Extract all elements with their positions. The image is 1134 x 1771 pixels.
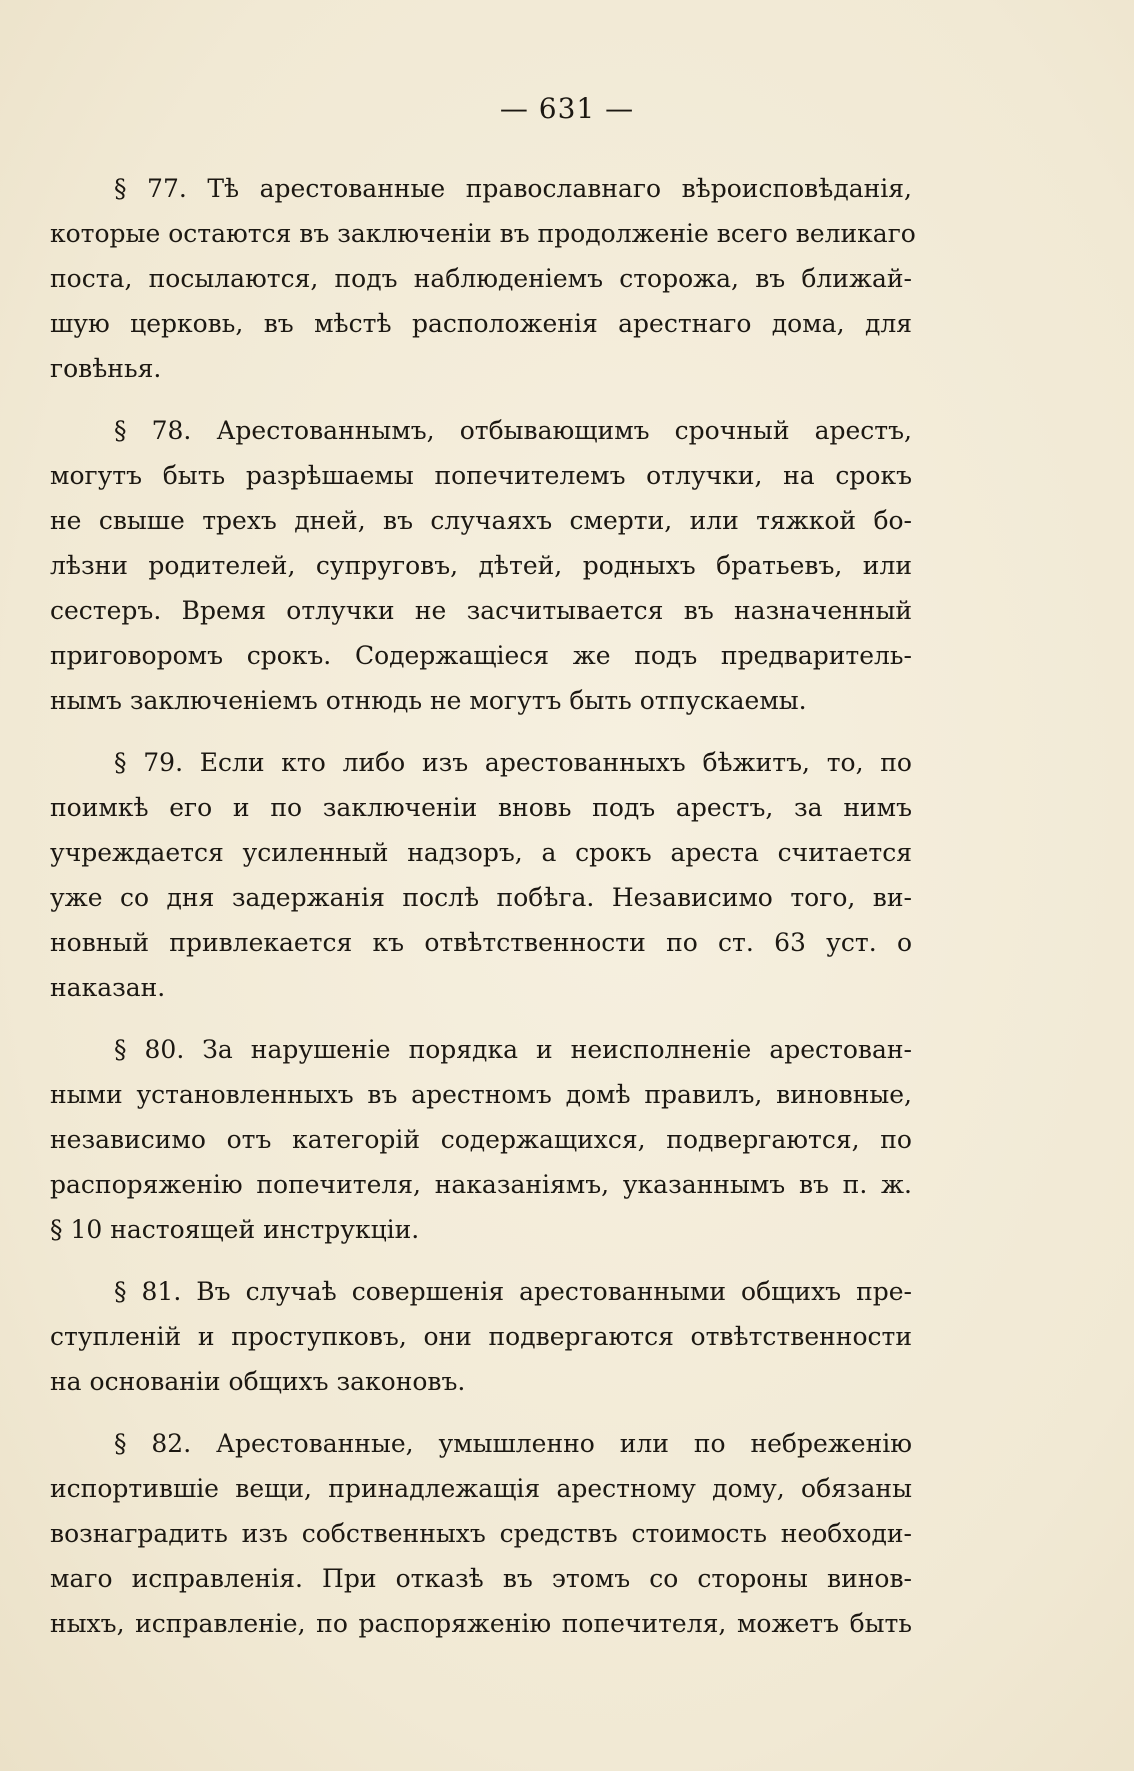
text-line: лѣзни родителей, супруговъ, дѣтей, родныхъ братьевъ, или [50, 551, 912, 580]
text-line: на основаніи общихъ законовъ. [50, 1367, 466, 1396]
paragraph-77 [50, 166, 916, 391]
text-line: § 10 настоящей инструкціи. [50, 1215, 420, 1244]
paragraph-80 [50, 1027, 912, 1252]
text-line: § 77. Тѣ арестованные православнаго вѣроисповѣданія, [114, 174, 912, 203]
text-line: маго исправленія. При отказѣ въ этомъ со стороны винов- [50, 1564, 912, 1593]
text-line: § 82. Арестованные, умышленно или по небреженію [114, 1429, 912, 1458]
paragraph-79 [50, 740, 912, 1010]
text-line: наказан. [50, 973, 166, 1002]
paragraph-81 [50, 1269, 912, 1404]
text-line: испортившіе вещи, принадлежащія арестному дому, обязаны [50, 1474, 912, 1503]
text-line: говѣнья. [50, 354, 162, 383]
text-line: поимкѣ его и по заключеніи вновь подъ арестъ, за нимъ [50, 793, 912, 822]
text-line: могутъ быть разрѣшаемы попечителемъ отлучки, на срокъ [50, 461, 912, 490]
text-line: шую церковь, въ мѣстѣ расположенія арестнаго дома, для [50, 309, 912, 338]
text-line: распоряженію попечителя, наказаніямъ, указаннымъ въ п. ж. [50, 1170, 912, 1199]
text-line: поста, посылаются, подъ наблюденіемъ сторожа, въ ближай- [50, 264, 912, 293]
text-line: независимо отъ категорій содержащихся, подвергаются, по [50, 1125, 912, 1154]
text-line: которые остаются въ заключеніи въ продолженіе всего великаго [50, 219, 916, 248]
text-line: уже со дня задержанія послѣ побѣга. Независимо того, ви- [50, 883, 912, 912]
page-number: — 631 — [499, 92, 635, 125]
text-line: ступленій и проступковъ, они подвергаются отвѣтственности [50, 1322, 912, 1351]
text-line: вознаградить изъ собственныхъ средствъ стоимость необходи- [50, 1519, 912, 1548]
paragraph-82 [50, 1421, 912, 1646]
text-line: нымъ заключеніемъ отнюдь не могутъ быть отпускаемы. [50, 686, 807, 715]
text-line: приговоромъ срокъ. Содержащіеся же подъ предваритель- [50, 641, 912, 670]
text-line: § 80. За нарушеніе порядка и неисполненіе арестован- [114, 1035, 912, 1064]
text-line: учреждается усиленный надзоръ, а срокъ ареста считается [50, 838, 912, 867]
text-line: ныхъ, исправленіе, по распоряженію попечителя, можетъ быть [50, 1609, 912, 1638]
text-line: новный привлекается къ отвѣтственности по ст. 63 уст. о [50, 928, 912, 957]
text-body [50, 166, 916, 1663]
text-line: ными установленныхъ въ арестномъ домѣ правилъ, виновные, [50, 1080, 912, 1109]
text-line: § 79. Если кто либо изъ арестованныхъ бѣжитъ, то, по [114, 748, 912, 777]
text-line: не свыше трехъ дней, въ случаяхъ смерти, или тяжкой бо- [50, 506, 912, 535]
text-line: § 78. Арестованнымъ, отбывающимъ срочный арестъ, [114, 416, 912, 445]
text-line: § 81. Въ случаѣ совершенія арестованными общихъ пре- [114, 1277, 912, 1306]
paragraph-78 [50, 408, 912, 723]
text-line: сестеръ. Время отлучки не засчитывается въ назначенный [50, 596, 912, 625]
